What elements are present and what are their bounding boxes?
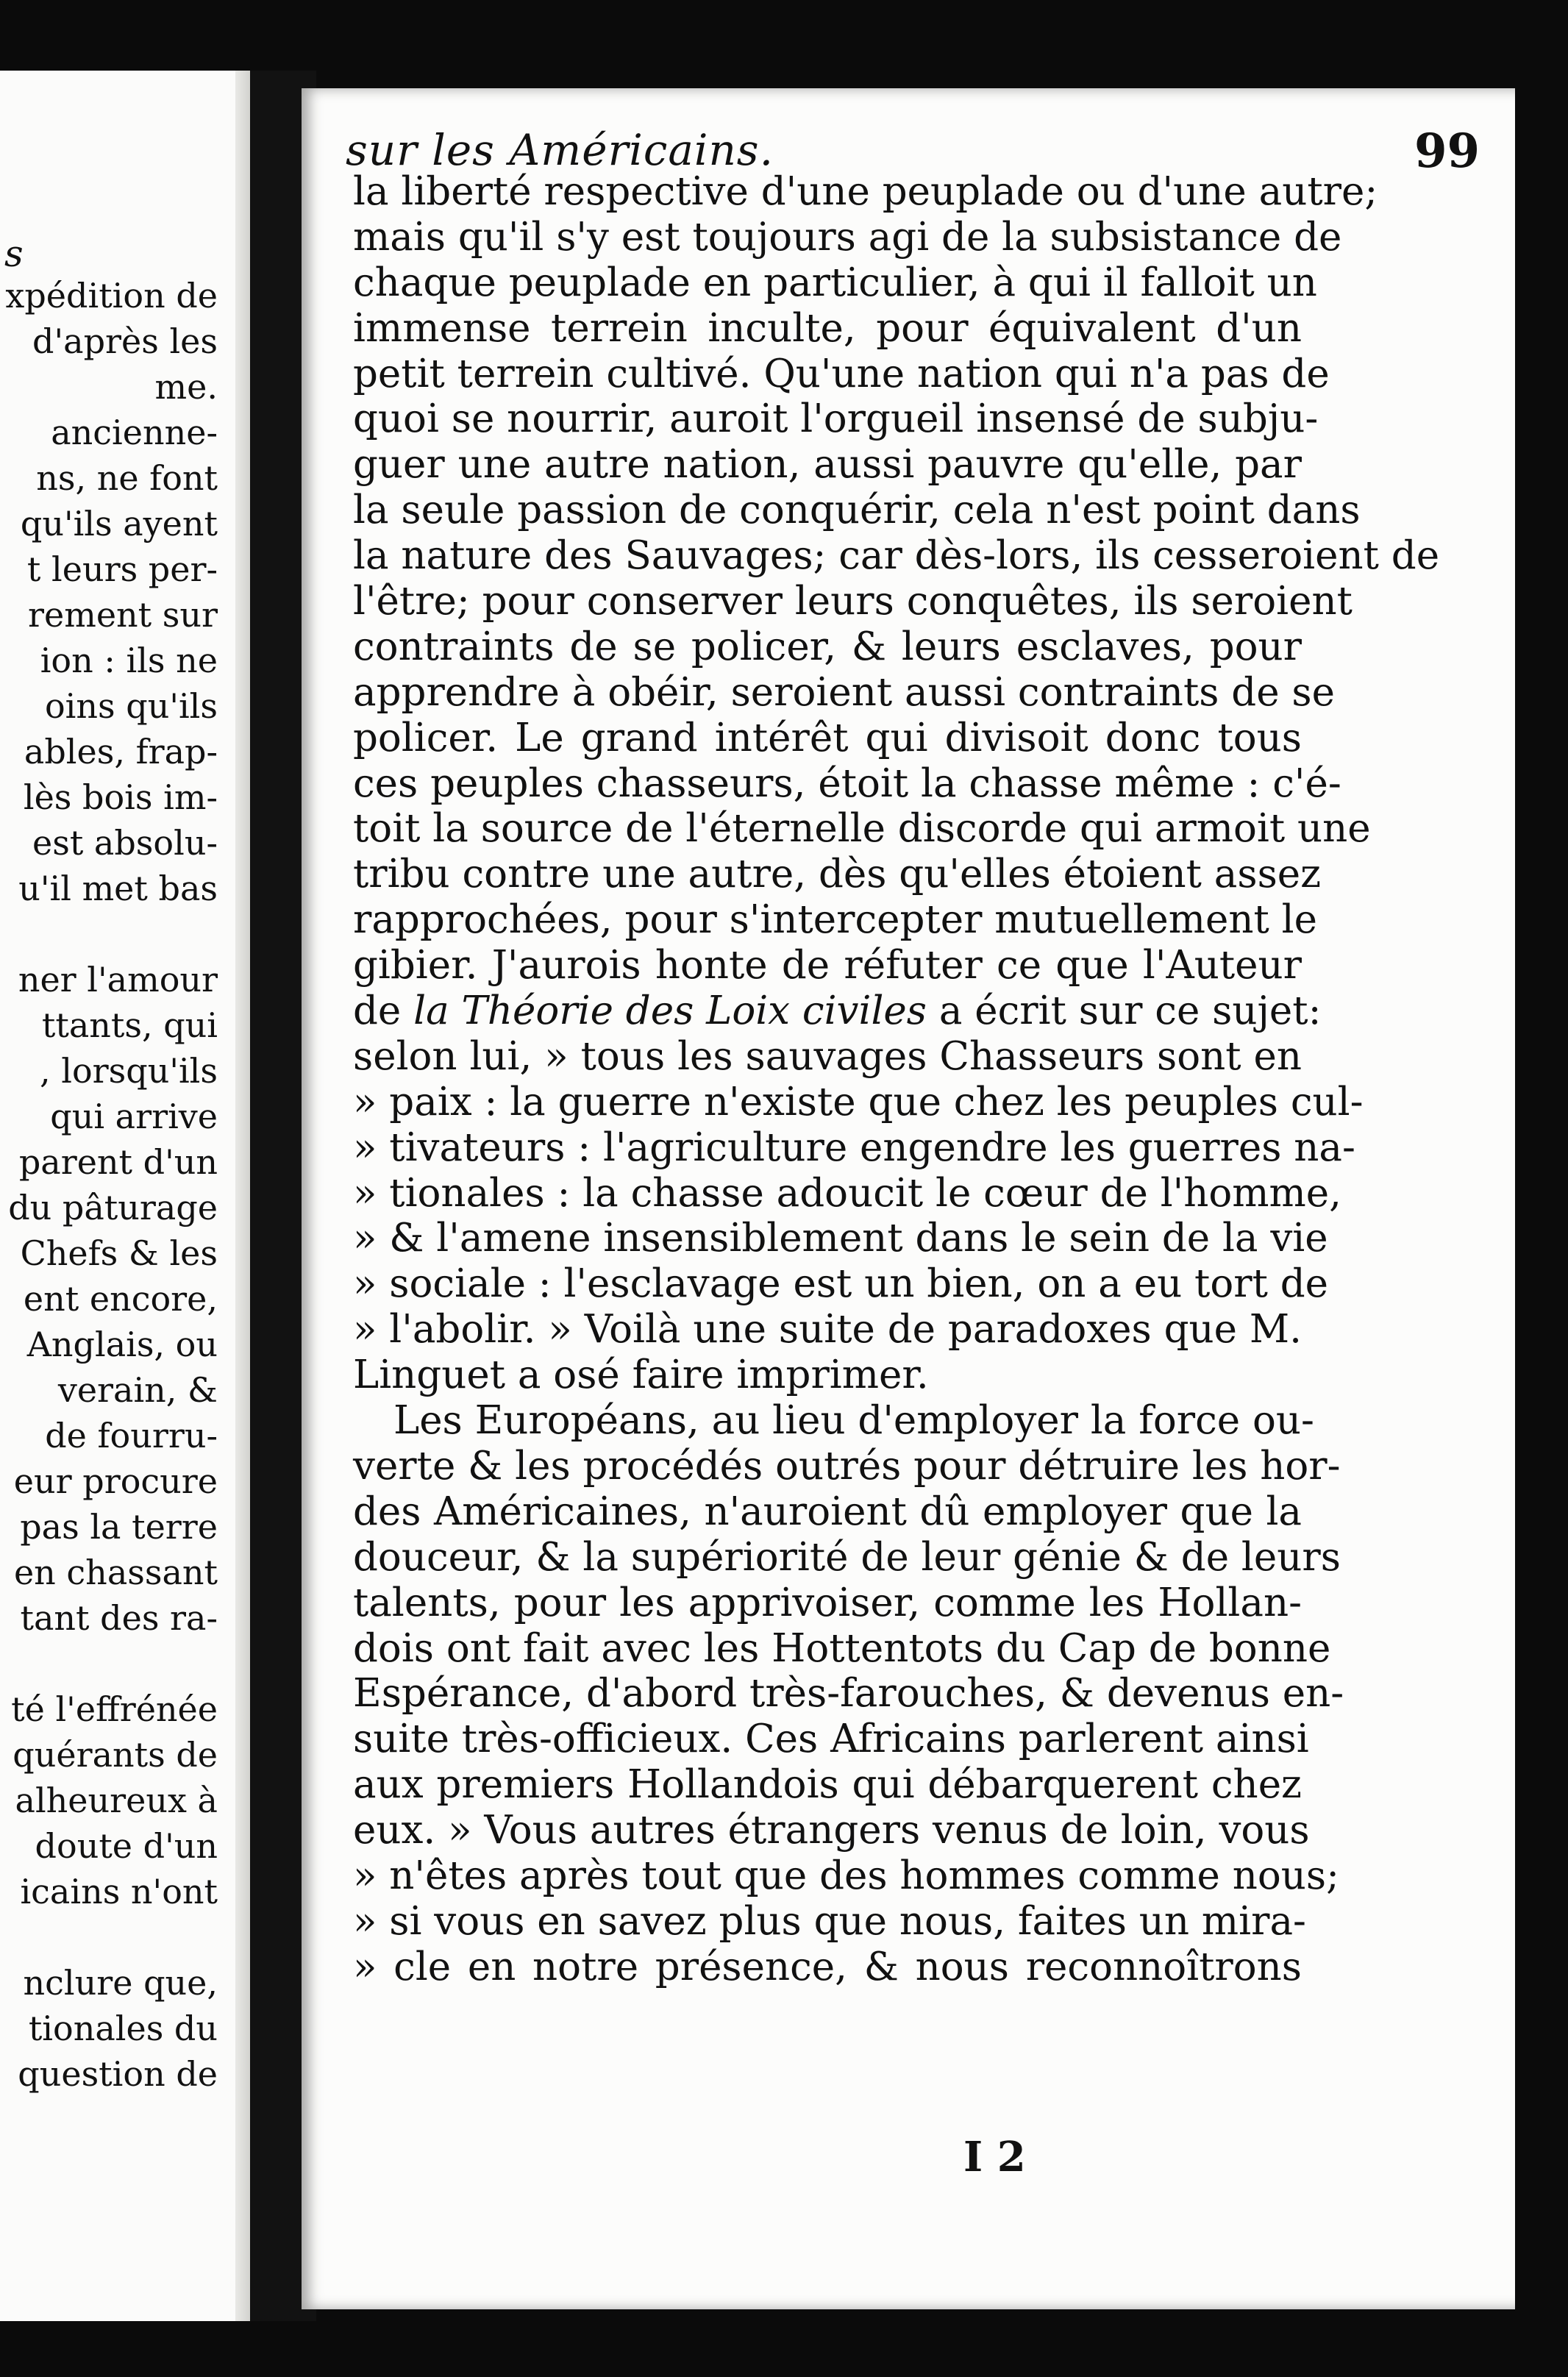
left-page-line: qui arrive: [50, 1097, 218, 1136]
body-text-line: rapprochées, pour s'intercepter mutuellement le: [353, 897, 1317, 943]
body-text-line: de la Théorie des Loix civiles a écrit sur ce sujet:: [353, 988, 1322, 1034]
left-page-line: du pâturage: [8, 1188, 218, 1227]
left-page-line: ttants, qui: [41, 1005, 218, 1045]
body-text-line: » cle en notre présence, & nous reconnoîtrons: [353, 1944, 1302, 1989]
body-text-line: dois ont fait avec les Hottentots du Cap de bonne: [353, 1625, 1331, 1671]
left-page-line: ns, ne font: [36, 458, 218, 498]
body-text-line: eux. » Vous autres étrangers venus de loin, vous: [353, 1808, 1310, 1853]
left-page-line: rement sur: [27, 595, 218, 635]
left-page-line: quérants de: [13, 1735, 218, 1775]
body-text-line: Espérance, d'abord très-farouches, & devenus en-: [353, 1671, 1344, 1717]
body-text-line: toit la source de l'éternelle discorde qui armoit une: [353, 806, 1371, 852]
body-text-line: la nature des Sauvages; car dès-lors, ils cesseroient de: [353, 533, 1440, 579]
body-text-line: l'être; pour conserver leurs conquêtes, ils seroient: [353, 579, 1353, 624]
left-page-line: Anglais, ou: [26, 1325, 218, 1364]
left-page-line: tionales du: [28, 2009, 218, 2048]
left-page-line: ancienne-: [51, 413, 218, 452]
left-page-line: parent d'un: [18, 1142, 218, 1182]
body-text-line: gibier. J'aurois honte de réfuter ce que l'Auteur: [353, 943, 1302, 988]
body-text-line: » n'êtes après tout que des hommes comme nous;: [353, 1853, 1339, 1898]
left-page-line: té l'effrénée: [11, 1689, 218, 1729]
left-page-line: pas la terre: [20, 1507, 218, 1547]
left-page-line: ner l'amour: [18, 960, 218, 999]
signature-mark: I 2: [963, 2133, 1026, 2181]
body-text-line: » tivateurs : l'agriculture engendre les guerres na-: [353, 1125, 1355, 1170]
body-text-line: Linguet a osé faire imprimer.: [353, 1353, 929, 1398]
left-page-line: d'après les: [32, 321, 218, 361]
left-page-line: tant des ra-: [20, 1598, 218, 1638]
left-page-line: eur procure: [13, 1461, 218, 1501]
left-page-line: icains n'ont: [20, 1872, 218, 1911]
left-page-line: alheureux à: [15, 1781, 218, 1820]
scan-border-bottom: [0, 2324, 1568, 2377]
left-page-line: de fourru-: [45, 1416, 218, 1455]
body-text-line: policer. Le grand intérêt qui divisoit donc tous: [353, 715, 1302, 760]
body-text-line: selon lui, » tous les sauvages Chasseurs sont en: [353, 1033, 1302, 1079]
left-page-line: question de: [18, 2054, 218, 2094]
left-page-line: u'il met bas: [18, 869, 218, 908]
body-text-line: tribu contre une autre, dès qu'elles étoient assez: [353, 852, 1322, 897]
left-page-line: est absolu-: [32, 823, 218, 863]
body-text-line: verte & les procédés outrés pour détruire les hor-: [353, 1443, 1341, 1489]
body-text-line: » l'abolir. » Voilà une suite de paradoxes que M.: [353, 1307, 1302, 1353]
body-text-line: » si vous en savez plus que nous, faites un mira-: [353, 1898, 1306, 1944]
running-header: sur les Américains.: [346, 125, 774, 175]
left-page-line: nclure que,: [23, 1963, 218, 2003]
left-page-line: me.: [154, 367, 218, 407]
left-page-line: ables, frap-: [24, 732, 218, 771]
body-text-line: des Américaines, n'auroient dû employer que la: [353, 1489, 1302, 1534]
left-page-line: qu'ils ayent: [20, 504, 218, 544]
body-text-line: talents, pour les apprivoiser, comme les Hollan-: [353, 1580, 1302, 1625]
left-page-line: t leurs per-: [26, 549, 218, 589]
body-text-line: la seule passion de conquérir, cela n'est point dans: [353, 488, 1361, 533]
left-page-line: , lorsqu'ils: [40, 1051, 218, 1091]
page-number: 99: [1414, 124, 1480, 179]
left-page-line: ion : ils ne: [40, 641, 218, 680]
body-text-line: » & l'amene insensiblement dans le sein de la vie: [353, 1216, 1328, 1261]
body-text-line: » paix : la guerre n'existe que chez les peuples cul-: [353, 1079, 1364, 1125]
body-text-line: ces peuples chasseurs, étoit la chasse même : c'é-: [353, 760, 1341, 806]
left-page-line: ent encore,: [23, 1279, 218, 1319]
body-text-line: quoi se nourrir, auroit l'orgueil insensé de subju-: [353, 396, 1319, 442]
body-text-line: » tionales : la chasse adoucit le cœur de l'homme,: [353, 1170, 1341, 1216]
body-text-line: douceur, & la supériorité de leur génie & de leurs: [353, 1534, 1341, 1580]
page-body-text: [353, 169, 1440, 1990]
body-text-line: Les Européans, au lieu d'employer la force ou-: [393, 1398, 1314, 1444]
left-page-header-fragment: s: [4, 232, 24, 275]
left-page-line: lès bois im-: [23, 777, 218, 817]
left-page-line: verain, &: [57, 1370, 218, 1410]
body-text-line: » sociale : l'esclavage est un bien, on a eu tort de: [353, 1261, 1329, 1307]
left-page-line: oins qu'ils: [44, 686, 218, 726]
left-page-line: xpédition de: [5, 276, 218, 316]
body-text-line: apprendre à obéir, seroient aussi contraints de se: [353, 669, 1335, 715]
body-text-line: guer une autre nation, aussi pauvre qu'elle, par: [353, 442, 1302, 488]
body-text-line: la liberté respective d'une peuplade ou d'une autre;: [353, 169, 1378, 214]
left-page-line: en chassant: [13, 1553, 218, 1592]
body-text-line: suite très-officieux. Ces Africains parlerent ainsi: [353, 1717, 1309, 1762]
body-text-line: immense terrein inculte, pour équivalent d'un: [353, 305, 1302, 351]
body-text-line: aux premiers Hollandois qui débarquerent chez: [353, 1762, 1302, 1808]
left-page-line: doute d'un: [35, 1826, 218, 1866]
body-text-line: petit terrein cultivé. Qu'une nation qui n'a pas de: [353, 351, 1330, 396]
body-text-line: contraints de se policer, & leurs esclaves, pour: [353, 624, 1302, 669]
body-text-line: chaque peuplade en particulier, à qui il falloit un: [353, 260, 1317, 305]
left-page-line: Chefs & les: [20, 1233, 218, 1273]
body-text-line: mais qu'il s'y est toujours agi de la subsistance de: [353, 214, 1342, 260]
scan-border-right: [1515, 88, 1568, 2377]
